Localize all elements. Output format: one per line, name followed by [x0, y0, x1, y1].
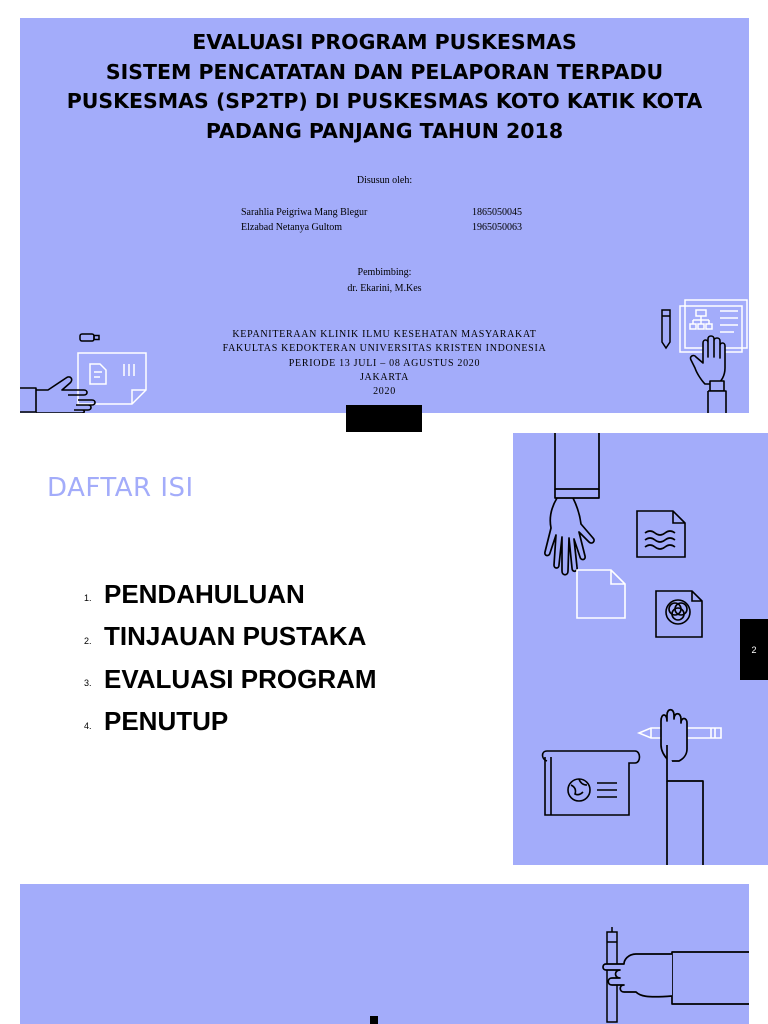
author-name: Elzabad Netanya Gultom: [241, 222, 343, 233]
toc-item-label: EVALUASI PROGRAM: [104, 663, 377, 694]
title-line: EVALUASI PROGRAM PUSKESMAS: [192, 30, 577, 54]
toc-item-number: 3.: [84, 678, 92, 689]
pen-icon: [662, 310, 670, 348]
toc-item-number: 1.: [84, 593, 92, 604]
institution-line: KEPANITERAAN KLINIK ILMU KESEHATAN MASYARAKAT: [232, 329, 537, 340]
hand-document-illustration: [20, 18, 749, 413]
author-nim: 1965050063: [472, 222, 522, 233]
next-slide: [20, 884, 749, 1024]
fist-hand-icon: [661, 710, 703, 865]
institution-line: 2020: [373, 386, 396, 398]
toc-item-number: 4.: [84, 720, 92, 731]
hands-documents-illustration: [513, 433, 768, 865]
author-nim: 1865050045: [472, 207, 522, 218]
toc-item-label: PENDAHULUAN: [104, 578, 305, 609]
map-scroll-icon: [543, 751, 640, 815]
toc-item-label: PENUTUP: [104, 706, 229, 737]
document-icon: [78, 353, 146, 404]
title-line: SISTEM PENCATATAN DAN PELAPORAN TERPADU: [105, 59, 664, 84]
pointing-hand-icon: [603, 952, 749, 1004]
title-slide: [20, 18, 749, 413]
institution-line: PERIODE 13 JULI – 08 AGUSTUS 2020: [288, 357, 481, 369]
toc-item[interactable]: [84, 658, 377, 701]
prepared-by-label: Disusun oleh:: [356, 175, 413, 186]
toc-item[interactable]: [84, 701, 377, 744]
toc-item[interactable]: [84, 616, 377, 659]
reaching-hand-icon: [545, 433, 599, 575]
toc-heading: DAFTAR ISI: [47, 473, 194, 503]
illustration-panel: [513, 433, 768, 865]
title-line: PUSKESMAS (SP2TP) DI PUSKESMAS KOTO KATIK KOTA: [66, 89, 703, 113]
supervisor-name: dr. Ekarini, M.Kes: [347, 283, 422, 294]
partial-number-glyph: [370, 1016, 378, 1024]
toc-item[interactable]: [84, 573, 377, 616]
page-number: 2: [740, 619, 768, 680]
title-line: PADANG PANJANG TAHUN 2018: [205, 118, 564, 143]
table-of-contents: [84, 573, 377, 743]
black-rectangle: [346, 405, 422, 432]
supervisor-label: Pembimbing:: [357, 267, 412, 278]
hand-pencil-illustration: [20, 884, 749, 1024]
design-document-icon: [656, 591, 702, 637]
author-name: Sarahlia Peigriwa Mang Blegur: [241, 207, 368, 218]
institution-line: JAKARTA: [359, 371, 410, 383]
wave-document-icon: [637, 511, 685, 557]
institution-line: FAKULTAS KEDOKTERAN UNIVERSITAS KRISTEN INDONESIA: [222, 343, 547, 355]
hand-icon: [20, 377, 95, 413]
toc-item-label: TINJAUAN PUSTAKA: [104, 621, 367, 652]
usb-icon: [80, 334, 99, 341]
blank-document-icon: [577, 570, 625, 618]
toc-item-number: 2.: [84, 635, 92, 646]
